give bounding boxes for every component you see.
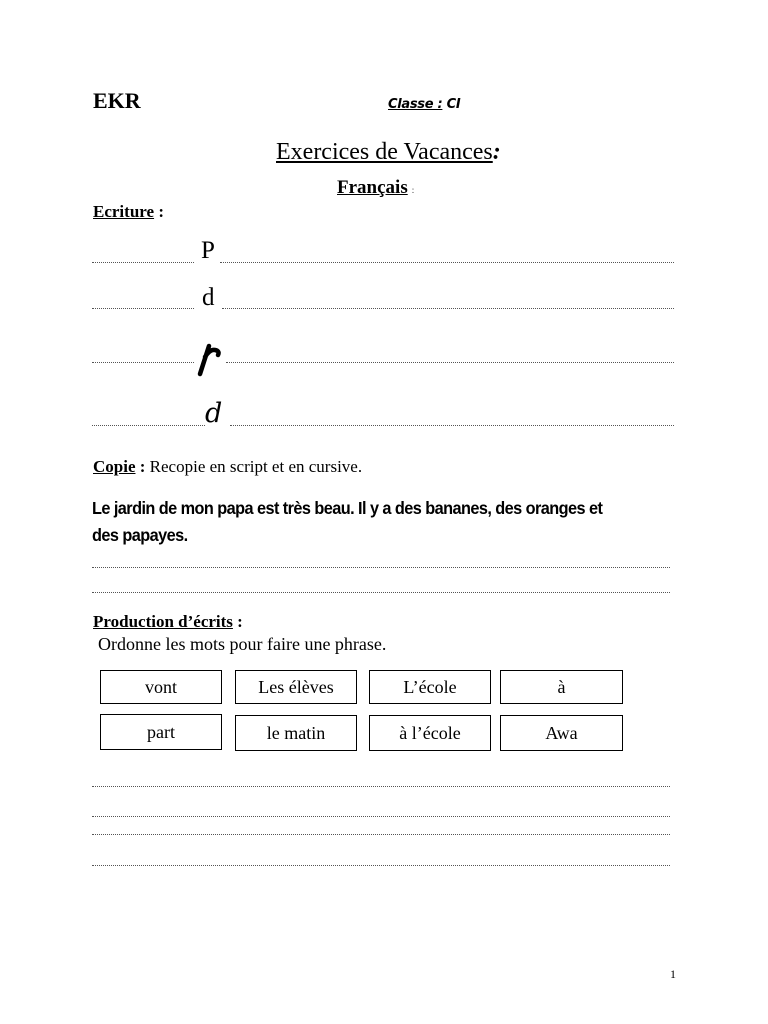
copie-label: Copie — [93, 457, 136, 476]
production-answer-line — [92, 816, 670, 817]
model-letter-d-cursive: d — [205, 398, 223, 429]
word-box: Les élèves — [235, 670, 357, 704]
production-answer-line — [92, 786, 670, 787]
writing-line-left — [92, 262, 194, 263]
model-letter-p-script: P — [201, 237, 215, 264]
class-value: CI — [446, 97, 461, 112]
ecriture-colon: : — [154, 202, 164, 221]
cursive-r-icon — [196, 337, 226, 377]
copy-answer-line — [92, 592, 670, 593]
ecriture-label: Ecriture — [93, 202, 155, 221]
word-box: à l’école — [369, 715, 491, 751]
school-name: EKR — [93, 88, 141, 113]
ecriture-heading — [93, 202, 164, 222]
writing-line-right — [222, 308, 674, 309]
word-box: part — [100, 714, 222, 750]
copie-heading — [93, 457, 362, 477]
word-box: Awa — [500, 715, 623, 751]
subject-mark: : — [411, 185, 415, 195]
class-info — [388, 97, 460, 112]
copy-answer-line — [92, 567, 670, 568]
class-label: Classe : — [388, 97, 443, 112]
writing-line-left — [92, 362, 194, 363]
production-colon: : — [232, 612, 243, 631]
word-box: vont — [100, 670, 222, 704]
subject-text: Français — [337, 177, 408, 198]
writing-line-right — [226, 362, 674, 363]
copie-instruction: Recopie en script et en cursive. — [149, 457, 363, 476]
word-box: L’école — [369, 670, 491, 704]
page-title — [276, 139, 501, 166]
writing-line-right — [230, 425, 674, 426]
page-number: 1 — [670, 967, 676, 981]
production-heading — [93, 612, 243, 632]
production-label: Production d’écrits — [93, 612, 233, 631]
word-box: à — [500, 670, 623, 704]
production-answer-line — [92, 865, 670, 866]
word-box: le matin — [235, 715, 357, 751]
page-title-text: Exercices de Vacances — [276, 139, 493, 165]
writing-line-left — [92, 308, 194, 309]
production-instruction: Ordonne les mots pour faire une phrase. — [98, 634, 387, 654]
writing-line-right — [220, 262, 674, 263]
production-answer-line — [92, 834, 670, 835]
writing-line-left — [92, 425, 205, 426]
copie-colon: : — [135, 457, 150, 476]
copy-model-text: Le jardin de mon papa est très beau. Il y a des bananes, des oranges et des papayes. — [92, 498, 603, 545]
subject-title — [337, 177, 414, 199]
model-letter-r-cursive — [196, 337, 226, 377]
model-letter-d-script: d — [202, 284, 215, 311]
page-title-colon: : — [492, 139, 501, 165]
